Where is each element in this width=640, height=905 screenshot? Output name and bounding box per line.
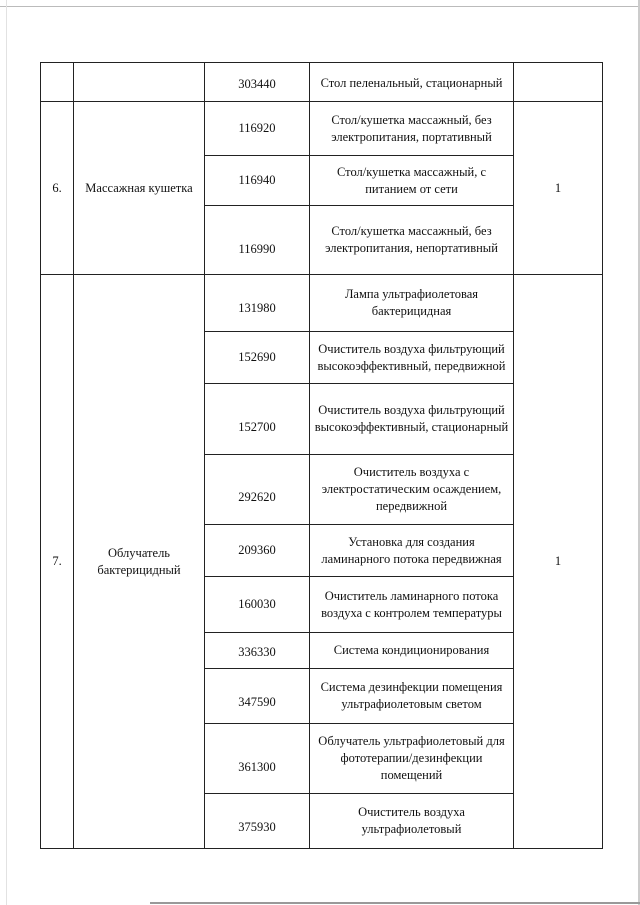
equipment-code-cell: 336330 (205, 633, 310, 669)
equipment-name-cell: Очиститель воздуха с электростатическим осаждением, передвижной (310, 455, 514, 525)
equipment-name-cell: Стол/кушетка массажный, без электропитания, портативный (310, 102, 514, 156)
equipment-group-cell: Массажная кушетка (74, 102, 205, 275)
equipment-table (40, 62, 603, 849)
table-row (41, 102, 603, 156)
quantity-cell: 1 (514, 275, 603, 849)
equipment-code-cell: 116990 (205, 206, 310, 275)
equipment-name-cell: Система кондиционирования (310, 633, 514, 669)
equipment-code-cell: 116920 (205, 102, 310, 156)
equipment-code-cell: 160030 (205, 577, 310, 633)
equipment-group-cell (74, 63, 205, 102)
equipment-name-cell: Лампа ультрафиолетовая бактерицидная (310, 275, 514, 332)
equipment-code-cell: 152700 (205, 384, 310, 455)
table-row (41, 275, 603, 332)
page-edge (150, 902, 640, 904)
equipment-code-cell: 303440 (205, 63, 310, 102)
quantity-cell (514, 63, 603, 102)
page-edge (6, 0, 7, 905)
equipment-name-cell: Установка для создания ламинарного потока передвижная (310, 525, 514, 577)
row-number-cell: 7. (41, 275, 74, 849)
equipment-group-cell: Облучатель бактерицидный (74, 275, 205, 849)
row-number-cell: 6. (41, 102, 74, 275)
equipment-name-cell: Очиститель ламинарного потока воздуха с контролем температуры (310, 577, 514, 633)
equipment-code-cell: 292620 (205, 455, 310, 525)
equipment-name-cell: Стол/кушетка массажный, с питанием от сети (310, 156, 514, 206)
equipment-name-cell: Система дезинфекции помещения ультрафиолетовым светом (310, 669, 514, 724)
equipment-code-cell: 209360 (205, 525, 310, 577)
equipment-name-cell: Облучатель ультрафиолетовый для фототерапии/дезинфекции помещений (310, 724, 514, 794)
equipment-code-cell: 347590 (205, 669, 310, 724)
equipment-name-cell: Очиститель воздуха ультрафиолетовый (310, 794, 514, 849)
page-edge (0, 6, 640, 7)
quantity-cell: 1 (514, 102, 603, 275)
equipment-name-cell: Очиститель воздуха фильтрующий высокоэффективный, передвижной (310, 332, 514, 384)
equipment-name-cell: Стол/кушетка массажный, без электропитания, непортативный (310, 206, 514, 275)
equipment-code-cell: 361300 (205, 724, 310, 794)
table-row (41, 63, 603, 102)
equipment-name-cell: Очиститель воздуха фильтрующий высокоэффективный, стационарный (310, 384, 514, 455)
row-number-cell (41, 63, 74, 102)
equipment-code-cell: 375930 (205, 794, 310, 849)
equipment-code-cell: 116940 (205, 156, 310, 206)
equipment-code-cell: 131980 (205, 275, 310, 332)
equipment-name-cell: Стол пеленальный, стационарный (310, 63, 514, 102)
equipment-code-cell: 152690 (205, 332, 310, 384)
